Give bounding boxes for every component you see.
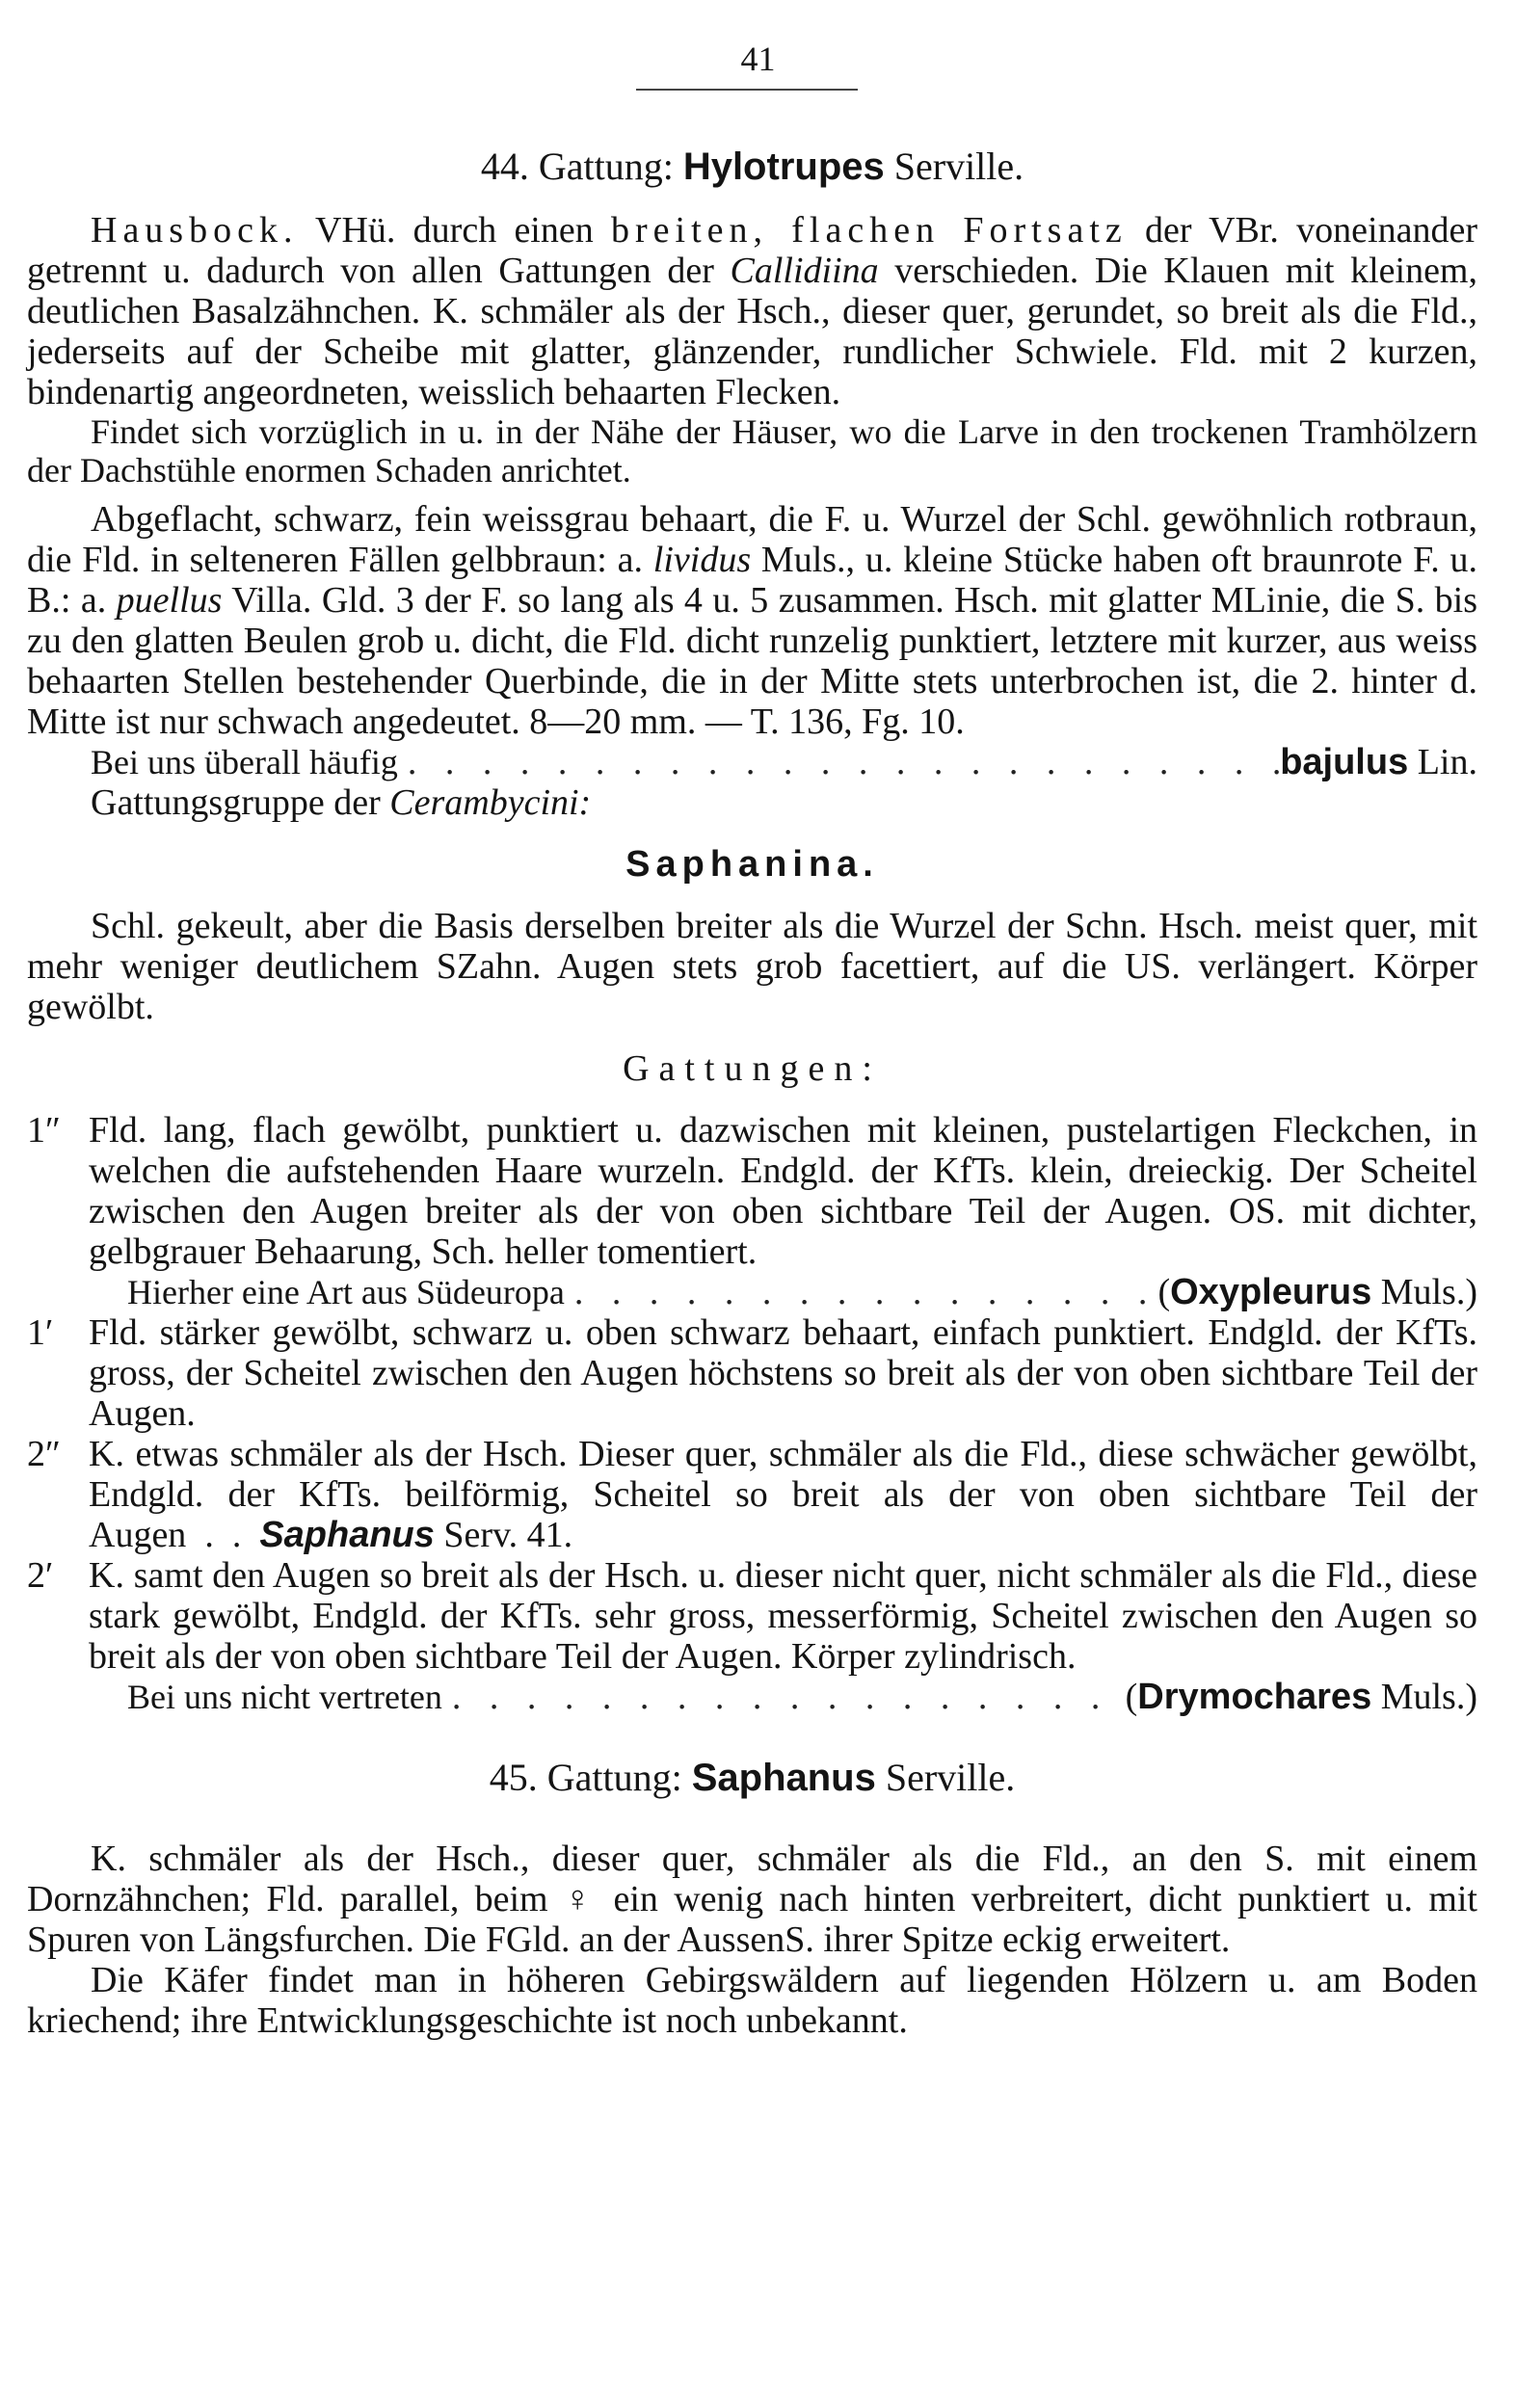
key-text: K. etwas schmäler als der Hsch. Dieser quer, schmäler als die Fld., diese schwächer gewölbt, Endgld. der KfTs. beilförmig, Scheitel so breit als der von oben sichtbare Teil der Augen . . Saphanus Serv. 41. <box>89 1434 1477 1555</box>
key-item <box>27 1555 1477 1717</box>
genus-name: Drymochares <box>1137 1677 1372 1717</box>
key-item <box>27 1110 1477 1312</box>
common-name: Hausbock. <box>91 210 299 251</box>
species-author: Lin. <box>1417 742 1477 782</box>
key-number: 2″ <box>27 1434 61 1474</box>
genus-author: Serville. <box>893 145 1024 188</box>
genus-heading-44 <box>27 145 1477 189</box>
text-run: der VBr. voneinander getrennt u. dadurch von allen Gattungen der <box>27 210 1477 291</box>
genus-word: Gattung: <box>538 145 674 188</box>
species-line-bajulus <box>27 742 1477 782</box>
leader-dots <box>565 1272 1158 1312</box>
paragraph-saphanus-biology: Die Käfer findet man in höheren Gebirgswäldern auf liegenden Hölzern u. am Boden kriechend; ihre Entwicklungsgeschichte ist noch unbekannt. <box>27 1960 1477 2041</box>
page-body <box>27 145 1477 2041</box>
genus-name: Saphanus <box>691 1757 876 1799</box>
text-run: VHü. durch einen <box>298 210 611 251</box>
species-name: bajulus <box>1280 742 1409 782</box>
aberration-name: lividus <box>652 540 752 580</box>
text-run: Villa. Gld. 3 der F. so lang als 4 u. 5 zusammen. Hsch. mit glatter MLinie, die S. bis zu den glatten Beulen grob u. dicht, die Fld. dicht runzelig punktiert, letztere mit kurzer, aus weiss behaarten Stellen bestehender Querbinde, die in der Mitte stets unterbrochen ist, die 2. hinter d. Mitte ist nur schwach angedeutet. 8—20 mm. — T. 136, Fg. 10. <box>27 580 1477 742</box>
key-result-line: Hierher eine Art aus Südeuropa . . . ( Oxypleurus Muls. ) <box>89 1272 1477 1312</box>
genus-author: Muls. <box>1380 1272 1466 1312</box>
text-run: Gattungsgruppe der <box>91 782 390 823</box>
genus-author: Serv. 41. <box>443 1515 573 1555</box>
occurrence-text: Bei uns überall häufig <box>91 743 398 781</box>
key-text: Fld. stärker gewölbt, schwarz u. oben schwarz behaart, einfach punktiert. Endgld. der KfTs. gross, der Scheitel zwischen den Augen höchstens so breit als der von oben sichtbare Teil der Augen. <box>89 1312 1477 1434</box>
key-result-line: Bei uns nicht vertreten . . . ( Drymochares Muls. ) <box>89 1677 1477 1717</box>
genus-name: Saphanus <box>259 1515 435 1555</box>
genus-name: Oxypleurus <box>1170 1272 1372 1312</box>
paragraph-saphanus: K. schmäler als der Hsch., dieser quer, schmäler als die Fld., an den S. mit einem Dornzähnchen; Fld. parallel, beim ♀ ein wenig nach hinten verbreitert, dicht punktiert u. mit Spuren von Längsfurchen. Die FGld. an der AussenS. ihrer Spitze eckig erweitert. <box>27 1839 1477 1960</box>
text-run: Abgeflacht, schwarz, fein weissgrau behaart, die F. u. Wurzel der Schl. gewöhnlich rotbraun, die Fld. in selteneren Fällen gelbbraun: a. <box>27 499 1477 580</box>
leader-dots <box>442 1677 1126 1717</box>
key-text-row <box>89 1434 1477 1555</box>
genus-number: 44. <box>480 145 529 188</box>
key-item <box>27 1434 1477 1555</box>
subtribe-heading: Saphanina. <box>625 844 879 885</box>
emphasis-text: breiten, flachen Fortsatz <box>611 210 1128 251</box>
genus-author: Muls. <box>1380 1677 1466 1717</box>
paragraph-description <box>27 210 1477 412</box>
key-number: 2′ <box>27 1555 54 1596</box>
aberration-name: puellus <box>116 580 223 621</box>
header-rule <box>636 89 858 91</box>
key-result-note: Bei uns nicht vertreten <box>127 1678 442 1716</box>
key-number: 1″ <box>27 1110 61 1151</box>
genus-author: Serville. <box>885 1756 1016 1799</box>
paragraph-subtribe: Schl. gekeult, aber die Basis derselben breiter als die Wurzel der Schn. Hsch. meist quer, mit mehr weniger deutlichem SZahn. Augen stets grob facettiert, auf die US. verlängert. Körper gewölbt. <box>27 906 1477 1027</box>
key-text: K. samt den Augen so breit als der Hsch. u. dieser nicht quer, nicht schmäler als die Fld., diese stark gewölbt, Endgld. der KfTs. sehr gross, messerförmig, Scheitel zwischen den Augen so breit als der von oben sichtbare Teil der Augen. Körper zylindrisch. <box>89 1555 1477 1677</box>
text-run: verschieden. Die Klauen mit kleinem, deutlichen Basalzähnchen. K. schmäler als der Hsch., dieser quer, gerundet, so breit als die Fld., jederseits auf der Scheibe mit glatter, glänzender, rundlicher Schwiele. Fld. mit 2 kurzen, bindenartig angeordneten, weisslich behaarten Flecken. <box>27 251 1477 412</box>
group-heading <box>27 782 1477 823</box>
key-result-note: Hierher eine Art aus Südeuropa <box>127 1273 565 1311</box>
leader-dots <box>398 742 1280 782</box>
page-number: 41 <box>740 40 776 78</box>
genus-number: 45. <box>489 1756 538 1799</box>
genus-name: Hylotrupes <box>682 146 885 188</box>
genera-heading: Gattungen: <box>623 1048 882 1089</box>
text-run: Muls., u. kleine Stücke haben oft braunrote F. u. B.: a. <box>27 540 1478 621</box>
paragraph-habitat: Findet sich vorzüglich in u. in der Nähe der Häuser, wo die Larve in den trockenen Tramhölzern der Dachstühle enormen Schaden anrichtet. <box>27 412 1477 490</box>
taxon-italic: Callidiina <box>730 251 879 291</box>
genus-word: Gattung: <box>546 1756 682 1799</box>
text-run: K. etwas schmäler als der Hsch. Dieser quer, schmäler als die Fld., diese schwächer gewölbt, Endgld. der KfTs. beilförmig, Scheitel so breit als der von oben sichtbare Teil der Augen <box>89 1434 1477 1555</box>
genus-heading-45 <box>27 1756 1477 1800</box>
group-name: Cerambycini: <box>389 782 592 823</box>
key-number: 1′ <box>27 1312 54 1353</box>
key-item <box>27 1312 1477 1434</box>
key-text: Fld. lang, flach gewölbt, punktiert u. dazwischen mit kleinen, pustelartigen Fleckchen, in welchen die aufstehenden Haare wurzeln. Endgld. der KfTs. klein, dreieckig. Der Scheitel zwischen den Augen breiter als der von oben sichtbare Teil der Augen. OS. mit dichter, gelbgrauer Behaarung, Sch. heller tomentiert. <box>89 1110 1477 1272</box>
paragraph-morphology <box>27 499 1477 742</box>
